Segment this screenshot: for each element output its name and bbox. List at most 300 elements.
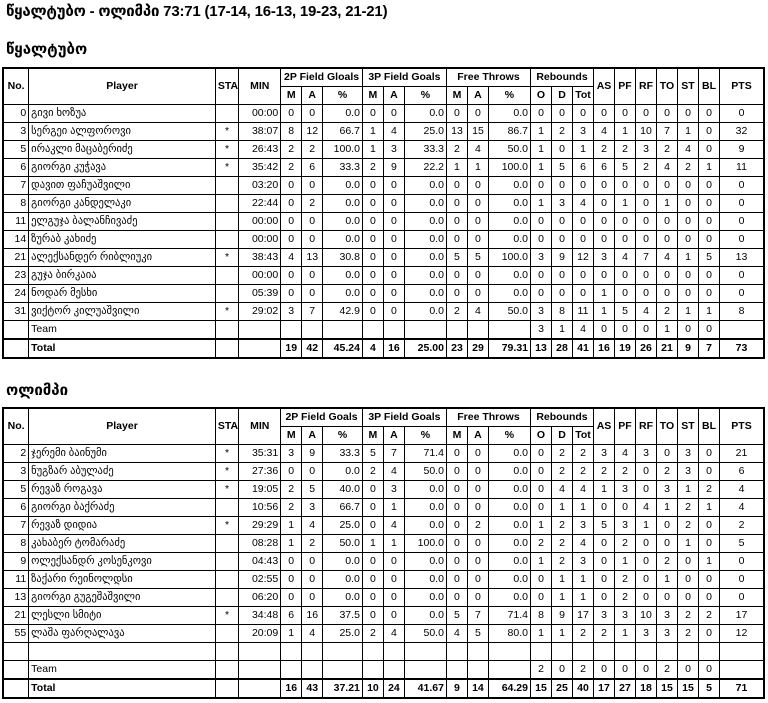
player-row xyxy=(3,141,764,159)
stat-cell: 5 xyxy=(446,249,467,267)
stat-cell: 0 xyxy=(467,481,488,499)
stat-cell: 2 xyxy=(302,141,323,159)
stat-cell: 2 xyxy=(3,445,29,463)
player-row xyxy=(3,481,764,499)
stat-cell xyxy=(3,661,29,680)
stat-cell: 0.0 xyxy=(488,267,530,285)
stat-cell: 3 xyxy=(656,625,677,643)
stat-cell: 1 xyxy=(281,625,302,643)
stat-cell: 0 xyxy=(720,231,765,249)
total-cell: 27 xyxy=(614,679,635,698)
header-row xyxy=(3,68,764,87)
stat-cell: 0 xyxy=(281,589,302,607)
stat-cell: 0 xyxy=(615,285,636,303)
stat-cell: 4 xyxy=(572,535,593,553)
stat-cell: 0 xyxy=(635,463,656,481)
stat-cell: 2 xyxy=(302,535,323,553)
stat-cell: 3 xyxy=(572,553,593,571)
stat-cell: 3 xyxy=(572,517,593,535)
stat-cell: 0 xyxy=(362,249,383,267)
stat-cell: 30.8 xyxy=(323,249,363,267)
total-cell: 29 xyxy=(467,339,488,358)
stat-cell: 0 xyxy=(636,105,657,123)
stat-cell: 0 xyxy=(552,141,573,159)
col-header-player: Player xyxy=(29,68,216,105)
total-cell: 17 xyxy=(593,679,614,698)
stat-cell: 4 xyxy=(614,445,635,463)
player-row xyxy=(3,105,764,123)
stat-cell: 2 xyxy=(281,481,302,499)
stat-cell: 16 xyxy=(302,607,323,625)
stat-cell: 13 xyxy=(3,589,29,607)
stat-cell: 0 xyxy=(383,571,404,589)
stat-cell xyxy=(323,643,363,661)
stat-cell: 4 xyxy=(594,123,615,141)
stat-cell: 3 xyxy=(383,141,404,159)
player-name: ლაშა ფარღალავა xyxy=(29,625,216,643)
col-subheader: D xyxy=(552,87,573,105)
col-subheader: M xyxy=(446,87,467,105)
stat-cell: 5 xyxy=(446,607,467,625)
stat-cell: 0 xyxy=(362,177,383,195)
stat-cell: 0 xyxy=(281,105,302,123)
stat-cell xyxy=(281,661,302,680)
stat-cell: 0 xyxy=(677,553,698,571)
stat-cell: 66.7 xyxy=(323,123,363,141)
stat-cell: 12 xyxy=(302,123,323,141)
stat-cell: 5 xyxy=(3,481,29,499)
stat-cell: 0 xyxy=(720,105,765,123)
stat-cell: 0 xyxy=(615,177,636,195)
stat-cell: 2 xyxy=(281,499,302,517)
col-subheader: M xyxy=(281,427,302,445)
total-cell xyxy=(215,679,238,698)
stat-cell: 0 xyxy=(446,517,467,535)
col-subheader: Tot xyxy=(572,427,593,445)
stat-cell: 0.0 xyxy=(488,195,530,213)
stat-cell: 1 xyxy=(362,141,383,159)
col-header-free-throws: Free Throws xyxy=(446,68,530,87)
total-cell: 15 xyxy=(530,679,551,698)
stat-cell: 11 xyxy=(3,571,29,589)
col-header-3p-field-goals: 3P Field Goals xyxy=(362,408,446,427)
stat-cell: 86.7 xyxy=(488,123,530,141)
stat-cell: 23 xyxy=(3,267,29,285)
stat-cell: 7 xyxy=(636,249,657,267)
stat-cell: 0 xyxy=(678,195,699,213)
stat-cell: 2 xyxy=(572,463,593,481)
stat-cell: 32 xyxy=(720,123,765,141)
stat-cell: 3 xyxy=(656,481,677,499)
player-row xyxy=(3,445,764,463)
stat-cell: 0.0 xyxy=(323,285,363,303)
stat-cell: 3 xyxy=(302,499,323,517)
stat-cell: 0 xyxy=(615,321,636,340)
stat-cell: 0 xyxy=(383,303,404,321)
total-cell: 16 xyxy=(594,339,615,358)
player-name: ჯერემი ბაინუმი xyxy=(29,445,216,463)
stat-cell: 2 xyxy=(657,141,678,159)
stat-cell: 0 xyxy=(699,321,720,340)
stat-cell: 0.0 xyxy=(323,177,363,195)
stat-cell: 0 xyxy=(698,589,719,607)
stat-cell: 11 xyxy=(720,159,765,177)
player-row xyxy=(3,159,764,177)
player-row xyxy=(3,285,764,303)
stat-cell: 5 xyxy=(719,535,764,553)
stat-cell: 05:39 xyxy=(239,285,281,303)
stat-cell: 0.0 xyxy=(404,607,446,625)
stat-cell: 8 xyxy=(552,303,573,321)
stat-cell: 8 xyxy=(720,303,765,321)
stat-cell: 0 xyxy=(635,589,656,607)
stat-cell: 9 xyxy=(3,553,29,571)
stat-cell: 71.4 xyxy=(488,607,530,625)
stat-cell: 0 xyxy=(383,249,404,267)
player-row xyxy=(3,571,764,589)
stat-cell: 0 xyxy=(446,463,467,481)
stat-cell: 1 xyxy=(656,499,677,517)
stat-cell: 0.0 xyxy=(323,463,363,481)
stat-cell xyxy=(383,321,404,340)
stat-cell: 1 xyxy=(383,535,404,553)
stat-cell: 0 xyxy=(719,589,764,607)
stat-cell: 2 xyxy=(656,463,677,481)
stat-cell: 2 xyxy=(614,535,635,553)
col-header-rf: RF xyxy=(635,408,656,445)
player-row xyxy=(3,123,764,141)
stat-cell: 3 xyxy=(3,463,29,481)
stat-cell: 10 xyxy=(636,123,657,141)
player-name: გუჯა ბირკაია xyxy=(29,267,216,285)
stat-cell: * xyxy=(215,141,238,159)
stat-cell: 31 xyxy=(3,303,29,321)
stat-cell: 0 xyxy=(656,535,677,553)
stat-cell: 0 xyxy=(446,213,467,231)
stat-cell: 0 xyxy=(614,499,635,517)
total-row xyxy=(3,339,764,358)
stat-cell: 2 xyxy=(636,159,657,177)
total-cell: 16 xyxy=(383,339,404,358)
stat-cell: 0 xyxy=(698,463,719,481)
stat-cell xyxy=(3,321,29,340)
stat-cell: 15 xyxy=(467,123,488,141)
stat-cell xyxy=(530,643,551,661)
stat-cell: 22:44 xyxy=(239,195,281,213)
stat-cell: 0 xyxy=(302,571,323,589)
stat-cell: 50.0 xyxy=(404,463,446,481)
stat-cell: 0.0 xyxy=(404,105,446,123)
stat-cell: 4 xyxy=(636,303,657,321)
player-row xyxy=(3,499,764,517)
player-name: ნუგზარ აბულაძე xyxy=(29,463,216,481)
stat-cell: 0 xyxy=(362,499,383,517)
stat-cell: 5 xyxy=(699,249,720,267)
stat-cell: 0 xyxy=(467,231,488,249)
stat-cell: 0 xyxy=(636,267,657,285)
stat-cell: 0 xyxy=(699,285,720,303)
col-subheader: M xyxy=(281,87,302,105)
stat-cell xyxy=(215,553,238,571)
total-cell: 24 xyxy=(383,679,404,698)
stat-cell: 0.0 xyxy=(488,589,530,607)
stat-cell: 0 xyxy=(573,285,594,303)
stat-cell: 1 xyxy=(677,535,698,553)
stat-cell: 80.0 xyxy=(488,625,530,643)
stat-cell: 0 xyxy=(699,123,720,141)
stat-cell: 0 xyxy=(383,285,404,303)
stat-cell: 2 xyxy=(446,303,467,321)
col-header-2p-field-goals: 2P Field Goals xyxy=(281,408,363,427)
total-cell xyxy=(215,339,238,358)
stat-cell xyxy=(215,589,238,607)
stat-cell xyxy=(239,321,281,340)
total-cell: 4 xyxy=(362,339,383,358)
stat-cell: 3 xyxy=(594,249,615,267)
col-header-pf: PF xyxy=(614,408,635,445)
stat-cell: 0 xyxy=(573,267,594,285)
stat-cell: 0 xyxy=(467,267,488,285)
stat-cell: 100.0 xyxy=(488,159,530,177)
stat-cell: 3 xyxy=(636,141,657,159)
stat-cell: 1 xyxy=(551,625,572,643)
player-name: Team xyxy=(29,321,216,340)
stat-cell: 50.0 xyxy=(488,303,530,321)
stat-cell: 0.0 xyxy=(323,231,363,249)
col-header-3p-field-goals: 3P Field Goals xyxy=(362,68,446,87)
stat-cell: 13 xyxy=(446,123,467,141)
stat-cell: 0.0 xyxy=(488,517,530,535)
stat-cell: 0 xyxy=(720,285,765,303)
stat-cell: 0 xyxy=(657,267,678,285)
total-cell: 7 xyxy=(699,339,720,358)
stat-cell: 33.3 xyxy=(404,141,446,159)
total-cell: 15 xyxy=(656,679,677,698)
player-row xyxy=(3,589,764,607)
stat-cell: 0 xyxy=(530,571,551,589)
stat-cell: 0.0 xyxy=(323,267,363,285)
stat-cell: 0 xyxy=(281,177,302,195)
stat-cell: 2 xyxy=(677,625,698,643)
stat-cell: 100.0 xyxy=(404,535,446,553)
stat-cell: 4 xyxy=(615,249,636,267)
stat-cell: 0 xyxy=(699,267,720,285)
stat-cell: 8 xyxy=(3,535,29,553)
stat-cell: 0 xyxy=(302,267,323,285)
stat-cell: 8 xyxy=(281,123,302,141)
stat-cell: 1 xyxy=(678,123,699,141)
stat-cell: 66.7 xyxy=(323,499,363,517)
stat-cell: 0 xyxy=(719,553,764,571)
stat-cell: 2 xyxy=(467,517,488,535)
stat-cell: 0 xyxy=(678,321,699,340)
stat-cell: 6 xyxy=(3,159,29,177)
stat-cell: 9 xyxy=(720,141,765,159)
total-cell: 5 xyxy=(698,679,719,698)
stat-cell xyxy=(383,643,404,661)
stat-cell xyxy=(215,231,238,249)
stat-cell xyxy=(302,661,323,680)
stat-cell: 1 xyxy=(531,195,552,213)
stat-cell: 1 xyxy=(678,303,699,321)
stat-cell: 29:02 xyxy=(239,303,281,321)
stat-cell: 0.0 xyxy=(404,249,446,267)
stat-cell: 2 xyxy=(530,661,551,680)
stat-cell: 50.0 xyxy=(488,141,530,159)
stat-cell: 3 xyxy=(383,481,404,499)
stat-cell: 21 xyxy=(719,445,764,463)
stat-cell: 0 xyxy=(677,661,698,680)
stat-cell xyxy=(215,321,238,340)
stat-cell xyxy=(302,321,323,340)
col-subheader: O xyxy=(530,427,551,445)
stat-cell: 2 xyxy=(656,553,677,571)
stat-cell: 0 xyxy=(720,213,765,231)
stat-cell: 0 xyxy=(362,285,383,303)
stat-cell: 0.0 xyxy=(404,499,446,517)
stat-cell: 2 xyxy=(572,445,593,463)
stat-cell xyxy=(239,661,281,680)
stat-cell: 11 xyxy=(573,303,594,321)
stat-cell: 0 xyxy=(446,499,467,517)
stat-cell: 0 xyxy=(383,607,404,625)
stat-cell: 1 xyxy=(678,249,699,267)
stat-cell: 0.0 xyxy=(404,267,446,285)
stat-cell: 0 xyxy=(657,105,678,123)
stat-cell: 7 xyxy=(3,177,29,195)
stat-cell: 0 xyxy=(593,553,614,571)
col-header-starter: STA xyxy=(215,68,238,105)
stat-cell: 0 xyxy=(678,213,699,231)
col-subheader: M xyxy=(446,427,467,445)
stat-cell: 0 xyxy=(573,231,594,249)
stat-cell: 35:42 xyxy=(239,159,281,177)
stat-cell: 1 xyxy=(467,159,488,177)
stat-cell xyxy=(404,321,446,340)
stat-cell: 3 xyxy=(614,481,635,499)
stat-cell: 1 xyxy=(657,195,678,213)
col-header-number: No. xyxy=(3,408,29,445)
stat-cell: 2 xyxy=(678,159,699,177)
player-name: ვიქტორ კილუაშვილი xyxy=(29,303,216,321)
stat-cell: 0 xyxy=(657,177,678,195)
stat-cell xyxy=(677,643,698,661)
stat-cell: 0 xyxy=(383,231,404,249)
stat-cell: 25.0 xyxy=(323,625,363,643)
stat-cell: 0 xyxy=(552,105,573,123)
stat-cell: 0.0 xyxy=(488,231,530,249)
stat-cell xyxy=(488,321,530,340)
stat-cell: 2 xyxy=(530,535,551,553)
stat-cell: 0 xyxy=(531,213,552,231)
stat-cell: 0.0 xyxy=(404,571,446,589)
stat-cell: 2 xyxy=(551,445,572,463)
stat-cell: 0 xyxy=(362,571,383,589)
total-cell: 41 xyxy=(573,339,594,358)
boxscore-table-away xyxy=(2,407,765,699)
stat-cell: 0 xyxy=(635,553,656,571)
stat-cell xyxy=(215,571,238,589)
stat-cell: 22.2 xyxy=(404,159,446,177)
stat-cell: 0 xyxy=(656,517,677,535)
player-row xyxy=(3,607,764,625)
stat-cell: 0 xyxy=(698,571,719,589)
stat-cell: 0 xyxy=(446,571,467,589)
stat-cell: 0 xyxy=(467,463,488,481)
stat-cell: 0 xyxy=(720,267,765,285)
stat-cell: 2 xyxy=(572,625,593,643)
stat-cell: 2 xyxy=(698,481,719,499)
player-name: გიორგი გუგეშაშვილი xyxy=(29,589,216,607)
stat-cell: 2 xyxy=(657,303,678,321)
stat-cell: 0 xyxy=(594,267,615,285)
total-cell: 16 xyxy=(281,679,302,698)
col-header-rebounds: Rebounds xyxy=(530,408,593,427)
stat-cell xyxy=(614,643,635,661)
stat-cell: 0 xyxy=(530,481,551,499)
stat-cell: 0 xyxy=(594,321,615,340)
stat-cell: 0 xyxy=(302,177,323,195)
player-row xyxy=(3,535,764,553)
stat-cell: 0 xyxy=(615,105,636,123)
stat-cell: 1 xyxy=(530,517,551,535)
stat-cell: * xyxy=(215,445,238,463)
stat-cell xyxy=(362,643,383,661)
stat-cell: 0 xyxy=(573,213,594,231)
stat-cell: 0 xyxy=(635,571,656,589)
stat-cell: 3 xyxy=(614,607,635,625)
stat-cell: 0 xyxy=(383,553,404,571)
stat-cell: 02:55 xyxy=(239,571,281,589)
stat-cell: 0 xyxy=(552,285,573,303)
total-cell: 41.67 xyxy=(404,679,446,698)
stat-cell: 0.0 xyxy=(488,445,530,463)
total-cell: 13 xyxy=(531,339,552,358)
stat-cell: 10 xyxy=(635,607,656,625)
stat-cell: 0 xyxy=(678,177,699,195)
stat-cell: 0.0 xyxy=(404,589,446,607)
stat-cell: 0 xyxy=(593,499,614,517)
stat-cell: 2 xyxy=(362,625,383,643)
stat-cell: 0 xyxy=(720,195,765,213)
stat-cell: 0 xyxy=(720,177,765,195)
stat-cell: 1 xyxy=(699,159,720,177)
col-subheader: A xyxy=(383,427,404,445)
stat-cell: 0.0 xyxy=(404,213,446,231)
stat-cell: 2 xyxy=(302,195,323,213)
stat-cell: 0 xyxy=(281,267,302,285)
stat-cell: 0 xyxy=(467,213,488,231)
stat-cell xyxy=(635,643,656,661)
stat-cell: 5 xyxy=(615,303,636,321)
stat-cell: 0 xyxy=(657,213,678,231)
stat-cell: 1 xyxy=(594,303,615,321)
stat-cell: 0 xyxy=(615,213,636,231)
stat-cell: 0 xyxy=(362,607,383,625)
stat-cell: 0.0 xyxy=(404,285,446,303)
stat-cell: 0 xyxy=(656,589,677,607)
stat-cell: 1 xyxy=(531,159,552,177)
stat-cell: 0 xyxy=(302,589,323,607)
stat-cell: 0 xyxy=(281,195,302,213)
player-row xyxy=(3,553,764,571)
stat-cell: 2 xyxy=(551,517,572,535)
stat-cell: 0 xyxy=(383,105,404,123)
stat-cell: 0 xyxy=(552,267,573,285)
total-cell: 9 xyxy=(446,679,467,698)
total-cell xyxy=(239,679,281,698)
stat-cell: 0 xyxy=(678,231,699,249)
